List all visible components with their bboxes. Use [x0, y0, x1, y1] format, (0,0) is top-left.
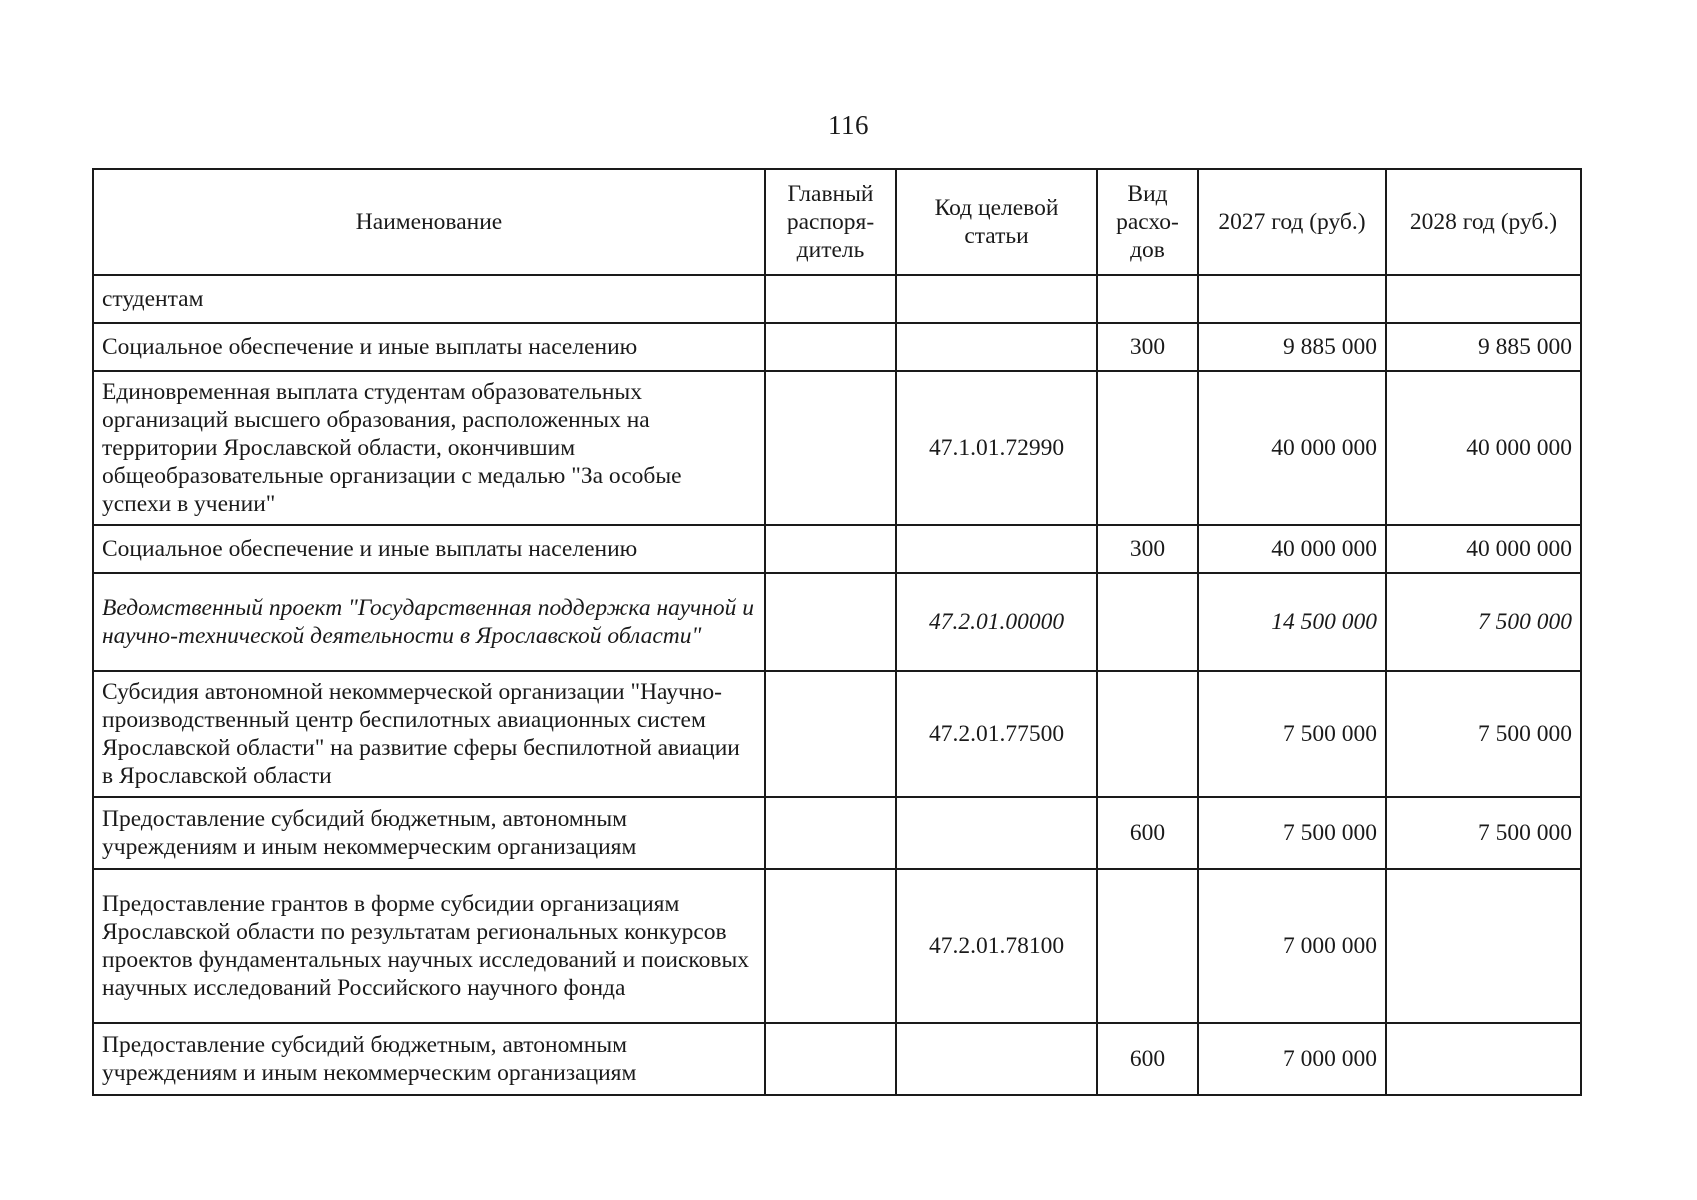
cell-main-manager [765, 275, 896, 323]
table-row [93, 797, 1581, 869]
cell-expense-type [1097, 869, 1198, 1023]
cell-year-2027: 7 500 000 [1198, 797, 1386, 869]
cell-year-2028: 7 500 000 [1386, 797, 1581, 869]
table-row [93, 525, 1581, 573]
cell-year-2027: 9 885 000 [1198, 323, 1386, 371]
header-main-manager: Главный распоря-дитель [765, 169, 896, 275]
cell-year-2028: 7 500 000 [1386, 573, 1581, 671]
table-row [93, 671, 1581, 797]
cell-year-2028 [1386, 275, 1581, 323]
table-row-project [93, 573, 1581, 671]
cell-year-2027: 40 000 000 [1198, 525, 1386, 573]
cell-year-2028: 7 500 000 [1386, 671, 1581, 797]
cell-main-manager [765, 1023, 896, 1095]
page-number: 116 [828, 110, 869, 140]
cell-main-manager [765, 371, 896, 525]
cell-expense-type: 600 [1097, 1023, 1198, 1095]
table-row [93, 1023, 1581, 1095]
cell-target-code: 47.1.01.72990 [896, 371, 1097, 525]
cell-year-2028: 40 000 000 [1386, 371, 1581, 525]
table-header-row [93, 169, 1581, 275]
cell-year-2027: 7 000 000 [1198, 1023, 1386, 1095]
cell-expense-type [1097, 671, 1198, 797]
cell-target-code [896, 275, 1097, 323]
header-target-code: Код целевой статьи [896, 169, 1097, 275]
header-name: Наименование [93, 169, 765, 275]
cell-main-manager [765, 797, 896, 869]
cell-expense-type: 600 [1097, 797, 1198, 869]
cell-name: Социальное обеспечение и иные выплаты населению [93, 323, 765, 371]
budget-table [92, 168, 1582, 1096]
table-row [93, 323, 1581, 371]
cell-expense-type [1097, 275, 1198, 323]
cell-name: Единовременная выплата студентам образовательных организаций высшего образования, расположенных на территории Ярославской области, окончившим общеобразовательные организации с медалью "За особые успехи в учении" [93, 371, 765, 525]
header-year-2028: 2028 год (руб.) [1386, 169, 1581, 275]
cell-target-code [896, 797, 1097, 869]
cell-year-2027: 14 500 000 [1198, 573, 1386, 671]
cell-main-manager [765, 869, 896, 1023]
cell-year-2028: 40 000 000 [1386, 525, 1581, 573]
cell-expense-type [1097, 573, 1198, 671]
cell-year-2027: 7 500 000 [1198, 671, 1386, 797]
cell-name: студентам [93, 275, 765, 323]
cell-name: Субсидия автономной некоммерческой организации "Научно-производственный центр беспилотных авиационных систем Ярославской области" на развитие сферы беспилотной авиации в Ярославской области [93, 671, 765, 797]
cell-year-2027: 7 000 000 [1198, 869, 1386, 1023]
cell-target-code [896, 323, 1097, 371]
cell-main-manager [765, 573, 896, 671]
cell-main-manager [765, 525, 896, 573]
table-row [93, 371, 1581, 525]
cell-year-2027: 40 000 000 [1198, 371, 1386, 525]
table-row [93, 275, 1581, 323]
header-year-2027: 2027 год (руб.) [1198, 169, 1386, 275]
cell-name: Предоставление грантов в форме субсидии организациям Ярославской области по результатам региональных конкурсов проектов фундаментальных научных исследований и поисковых научных исследований Российского научного фонда [93, 869, 765, 1023]
cell-name: Социальное обеспечение и иные выплаты населению [93, 525, 765, 573]
table-row [93, 869, 1581, 1023]
cell-expense-type [1097, 371, 1198, 525]
cell-name: Предоставление субсидий бюджетным, автономным учреждениям и иным некоммерческим организациям [93, 797, 765, 869]
cell-expense-type: 300 [1097, 323, 1198, 371]
cell-target-code: 47.2.01.78100 [896, 869, 1097, 1023]
cell-target-code: 47.2.01.00000 [896, 573, 1097, 671]
cell-main-manager [765, 671, 896, 797]
cell-name: Ведомственный проект "Государственная поддержка научной и научно-технической деятельности в Ярославской области" [93, 573, 765, 671]
header-expense-type: Вид расхо-дов [1097, 169, 1198, 275]
cell-year-2028: 9 885 000 [1386, 323, 1581, 371]
cell-target-code [896, 525, 1097, 573]
cell-target-code [896, 1023, 1097, 1095]
cell-expense-type: 300 [1097, 525, 1198, 573]
cell-main-manager [765, 323, 896, 371]
cell-year-2027 [1198, 275, 1386, 323]
cell-target-code: 47.2.01.77500 [896, 671, 1097, 797]
cell-name: Предоставление субсидий бюджетным, автономным учреждениям и иным некоммерческим организациям [93, 1023, 765, 1095]
cell-year-2028 [1386, 869, 1581, 1023]
cell-year-2028 [1386, 1023, 1581, 1095]
